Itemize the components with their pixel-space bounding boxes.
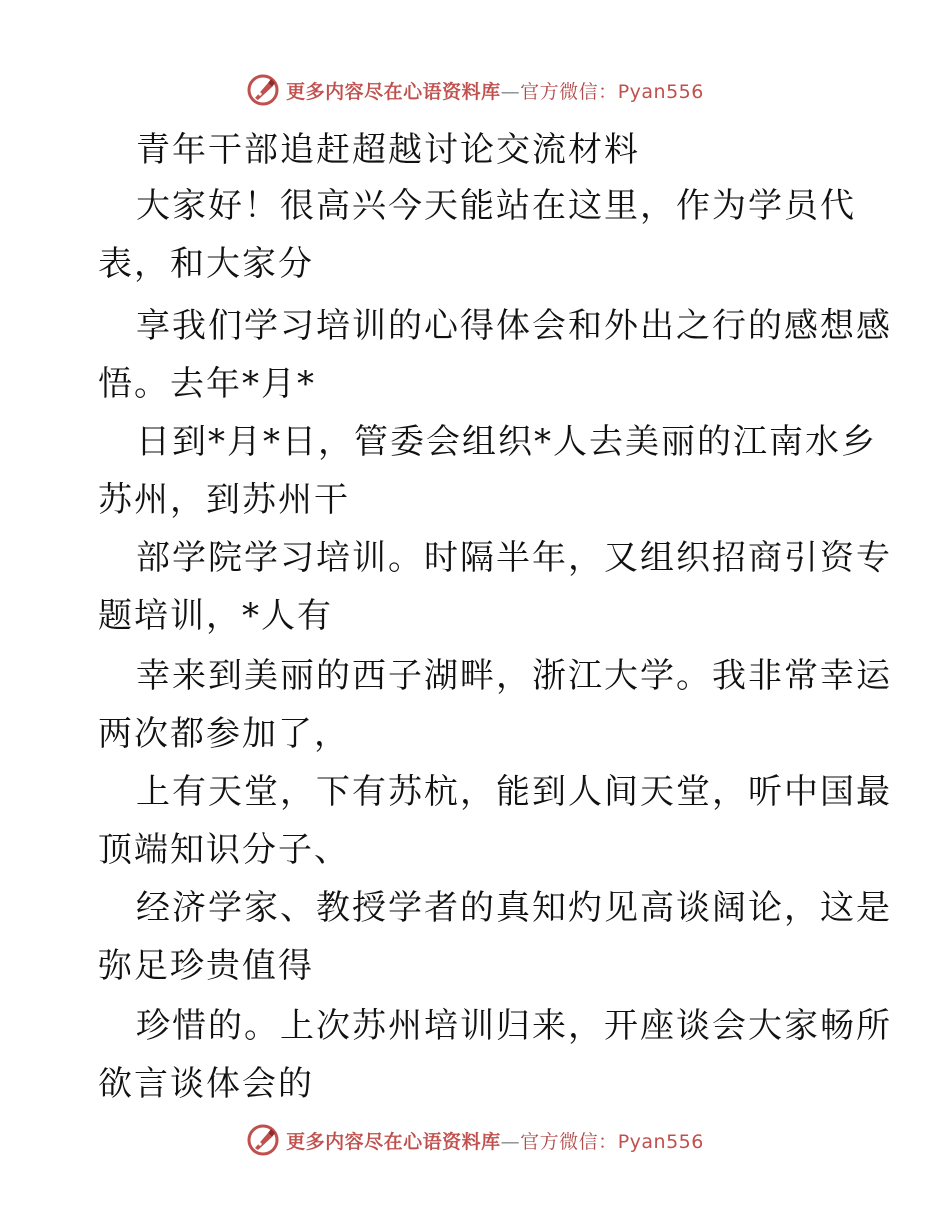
paragraph-line: 珍惜的。上次苏州培训归来，开座谈会大家畅所 <box>136 1006 892 1046</box>
paragraph-line: 享我们学习培训的心得体会和外出之行的感想感 <box>136 306 892 346</box>
pen-nib-logo-icon <box>246 73 280 107</box>
site-name: 更多内容尽在心语资料库 <box>286 1130 501 1153</box>
paragraph-line: 悟。去年*月* <box>98 364 316 404</box>
site-name: 更多内容尽在心语资料库 <box>286 80 501 103</box>
paragraph-line: 题培训，*人有 <box>98 596 333 636</box>
separator: — <box>500 80 521 103</box>
paragraph-line: 幸来到美丽的西子湖畔，浙江大学。我非常幸运 <box>136 656 892 696</box>
paragraph-line: 上有天堂，下有苏杭，能到人间天堂，听中国最 <box>136 772 892 812</box>
header-watermark-text <box>286 77 704 104</box>
paragraph-line: 大家好！很高兴今天能站在这里，作为学员代 <box>136 186 856 226</box>
paragraph-line: 弥足珍贵值得 <box>98 946 314 986</box>
paragraph-line: 日到*月*日，管委会组织*人去美丽的江南水乡 <box>136 422 877 462</box>
paragraph-line: 顶端知识分子、 <box>98 830 350 870</box>
wechat-label: 官方微信： <box>520 80 618 103</box>
header-watermark-banner <box>0 70 950 110</box>
wechat-label: 官方微信： <box>520 1130 618 1153</box>
paragraph-line: 苏州，到苏州干 <box>98 480 350 520</box>
wechat-id: Pyan556 <box>617 80 704 103</box>
paragraph-line: 欲言谈体会的 <box>98 1064 314 1104</box>
paragraph-line: 表，和大家分 <box>98 244 314 284</box>
paragraph-line: 两次都参加了， <box>98 714 350 754</box>
paragraph-line: 部学院学习培训。时隔半年，又组织招商引资专 <box>136 538 892 578</box>
document-title: 青年干部追赶超越讨论交流材料 <box>136 130 640 170</box>
paragraph-line: 经济学家、教授学者的真知灼见高谈阔论，这是 <box>136 888 892 928</box>
wechat-id: Pyan556 <box>617 1130 704 1153</box>
footer-watermark-text <box>286 1127 704 1154</box>
separator: — <box>500 1130 521 1153</box>
footer-watermark-banner <box>0 1120 950 1160</box>
pen-nib-logo-icon <box>246 1123 280 1157</box>
